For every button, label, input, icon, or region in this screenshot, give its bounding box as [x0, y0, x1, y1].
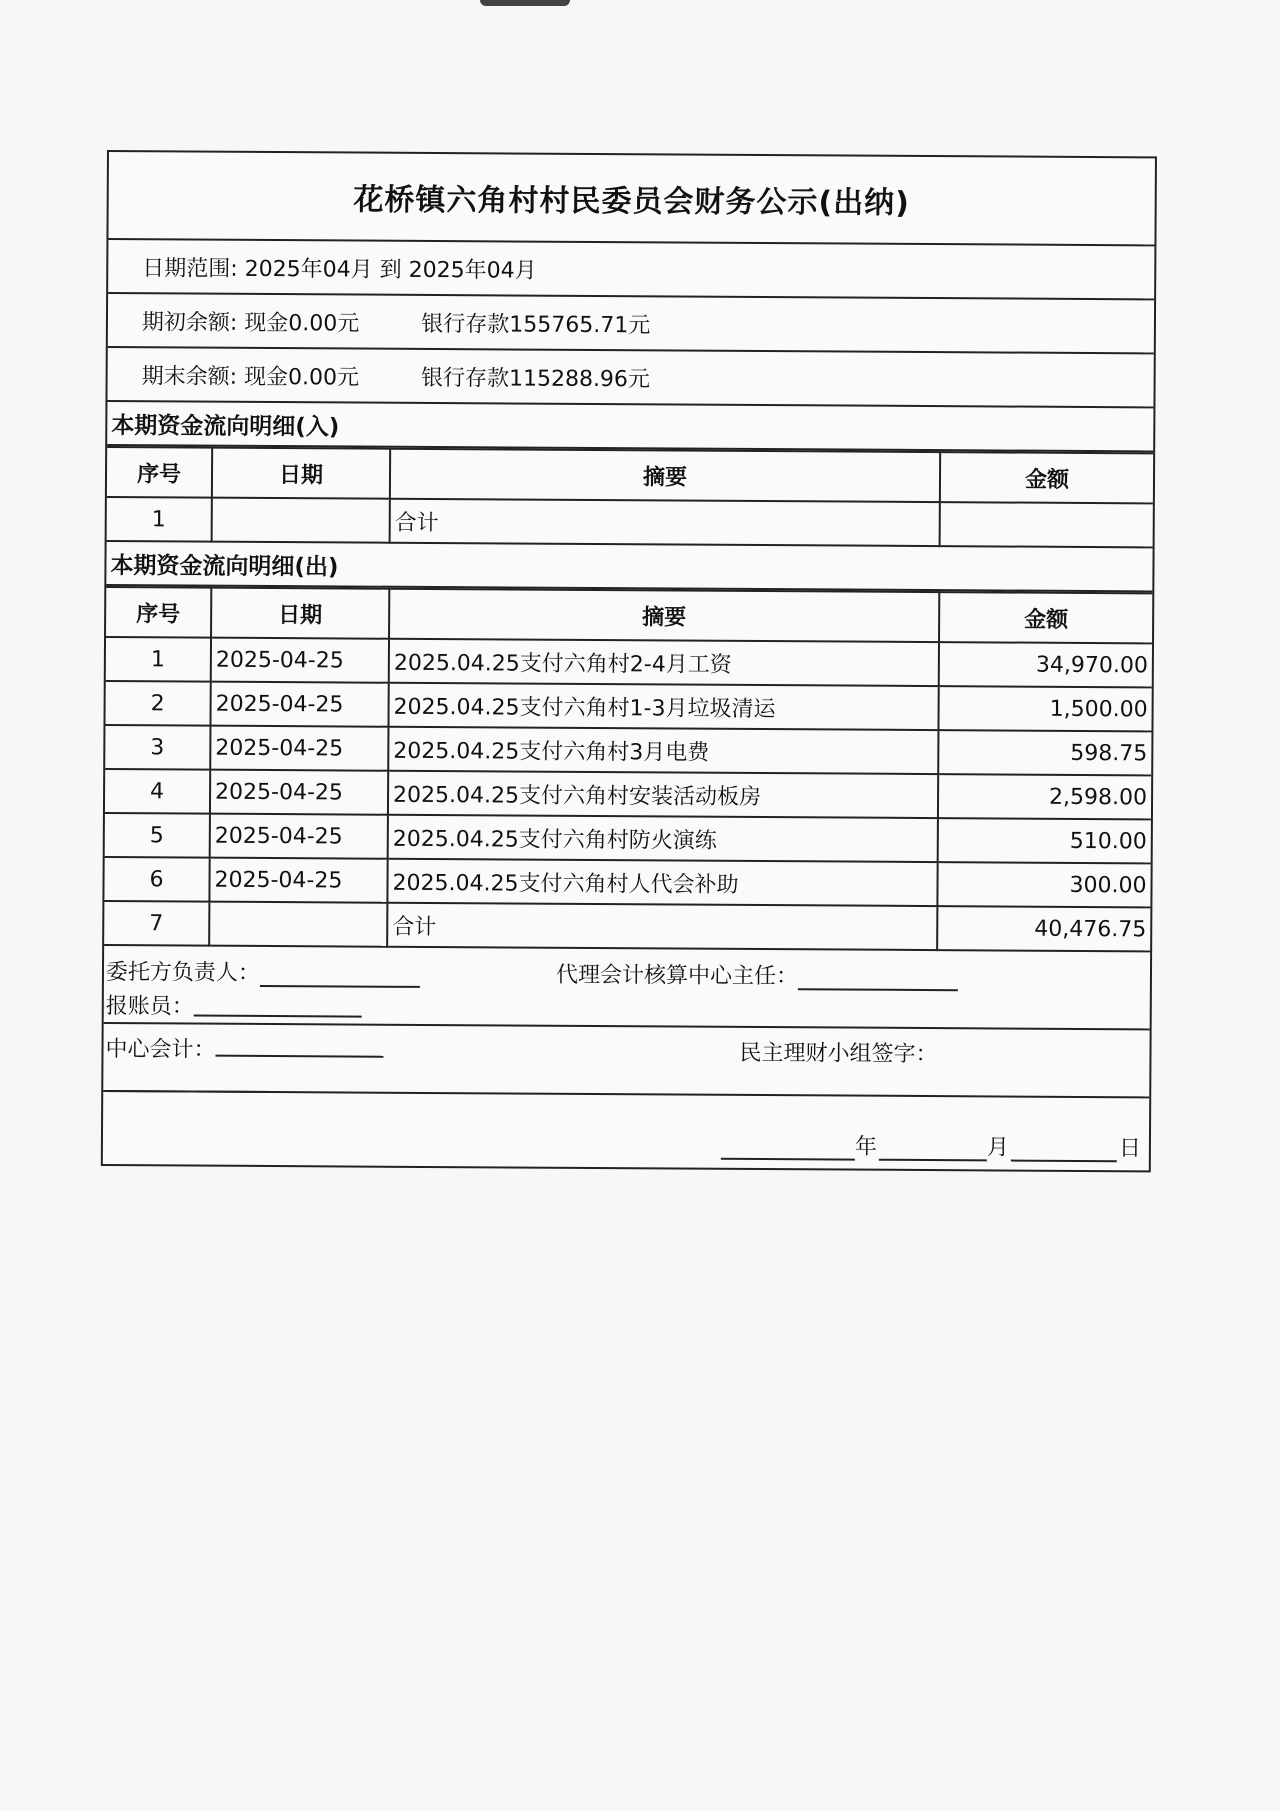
outflow-table	[104, 586, 1152, 952]
table-header-row	[106, 587, 1152, 643]
inflow-table	[107, 446, 1154, 548]
cell-amount	[940, 502, 1153, 547]
finance-group-label: 民主理财小组签字：	[739, 1040, 938, 1068]
cell-amount: 1,500.00	[938, 686, 1151, 731]
cell-seq: 1	[107, 497, 212, 542]
table-row-total	[104, 901, 1150, 951]
cell-summary: 2025.04.25支付六角村2-4月工资	[389, 639, 939, 686]
cell-amount: 510.00	[938, 818, 1151, 863]
header-summary: 摘要	[389, 589, 939, 642]
cell-date	[212, 498, 390, 543]
cell-seq: 2	[105, 681, 210, 726]
cell-summary: 2025.04.25支付六角村安装活动板房	[388, 771, 938, 818]
closing-balance-row	[107, 348, 1153, 408]
cell-amount: 34,970.00	[939, 642, 1152, 687]
reporter-label: 报账员：	[105, 993, 194, 1020]
cell-summary: 2025.04.25支付六角村3月电费	[388, 727, 938, 774]
header-summary: 摘要	[390, 449, 940, 502]
opening-bank: 银行存款155765.71元	[421, 311, 651, 338]
cell-date	[209, 902, 387, 947]
date-signature-row	[103, 1092, 1149, 1170]
month-label: 月	[986, 1135, 1010, 1161]
header-date: 日期	[212, 448, 390, 499]
inflow-section-title: 本期资金流向明细(入)	[107, 402, 1153, 452]
year-line	[721, 1136, 855, 1161]
outflow-section-title: 本期资金流向明细(出)	[106, 542, 1152, 592]
cell-amount: 598.75	[938, 730, 1151, 775]
cell-summary: 2025.04.25支付六角村1-3月垃圾清运	[388, 683, 938, 730]
header-amount: 金额	[940, 452, 1153, 503]
day-line	[1011, 1138, 1117, 1163]
table-row	[107, 497, 1153, 547]
cell-date: 2025-04-25	[211, 638, 389, 683]
table-row	[105, 769, 1151, 819]
cell-summary: 合计	[387, 903, 937, 950]
header-seq: 序号	[106, 587, 211, 638]
document-title: 花桥镇六角村村民委员会财务公示(出纳)	[108, 152, 1155, 246]
cell-amount: 300.00	[937, 862, 1150, 907]
reporter-signature-line	[194, 993, 362, 1018]
center-accountant-label: 中心会计：	[105, 1037, 216, 1063]
signature-row-heads	[104, 946, 1150, 992]
cell-seq: 3	[105, 725, 210, 770]
opening-balance-row	[108, 294, 1154, 354]
cell-amount: 2,598.00	[938, 774, 1151, 819]
cell-seq: 1	[106, 637, 211, 682]
cell-date: 2025-04-25	[209, 858, 387, 903]
cell-summary: 合计	[390, 499, 940, 546]
table-row	[104, 857, 1150, 907]
year-label: 年	[854, 1134, 878, 1160]
header-amount: 金额	[939, 592, 1152, 643]
month-line	[879, 1137, 987, 1162]
cell-date: 2025-04-25	[210, 770, 388, 815]
table-row	[105, 681, 1151, 731]
table-row	[105, 813, 1151, 863]
cell-date: 2025-04-25	[210, 726, 388, 771]
cell-seq: 5	[105, 813, 210, 858]
table-row	[106, 637, 1152, 687]
cell-date: 2025-04-25	[210, 814, 388, 859]
header-date: 日期	[211, 588, 389, 639]
client-head-signature-line	[260, 963, 420, 988]
cell-seq: 4	[105, 769, 210, 814]
cell-seq: 6	[104, 857, 209, 902]
center-accountant-signature-line	[215, 1033, 383, 1058]
closing-cash: 期末余额: 现金0.00元	[141, 363, 360, 391]
cell-seq: 7	[104, 901, 209, 946]
client-head-label: 委托方负责人：	[105, 960, 261, 986]
cell-date: 2025-04-25	[210, 682, 388, 727]
signature-area	[103, 946, 1150, 1170]
cell-summary: 2025.04.25支付六角村防火演练	[388, 815, 938, 862]
opening-cash: 期初余额: 现金0.00元	[141, 309, 360, 337]
signature-row-accountant	[103, 1024, 1149, 1098]
cell-summary: 2025.04.25支付六角村人代会补助	[387, 859, 937, 906]
agency-head-signature-line	[798, 966, 958, 991]
top-edge-shadow	[480, 0, 570, 6]
signature-row-reporter	[104, 986, 1150, 1030]
agency-head-label: 代理会计核算中心主任：	[555, 962, 799, 990]
date-range-text: 日期范围: 2025年04月 到 2025年04月	[142, 255, 537, 284]
table-row	[105, 725, 1151, 775]
finance-notice-sheet	[101, 150, 1157, 1172]
extra-signature-line	[103, 1068, 273, 1093]
closing-bank: 银行存款115288.96元	[420, 365, 651, 392]
header-seq: 序号	[107, 447, 212, 498]
date-range-row	[108, 240, 1154, 300]
cell-amount: 40,476.75	[937, 906, 1150, 951]
table-header-row	[107, 447, 1153, 503]
day-label: 日	[1118, 1136, 1142, 1162]
